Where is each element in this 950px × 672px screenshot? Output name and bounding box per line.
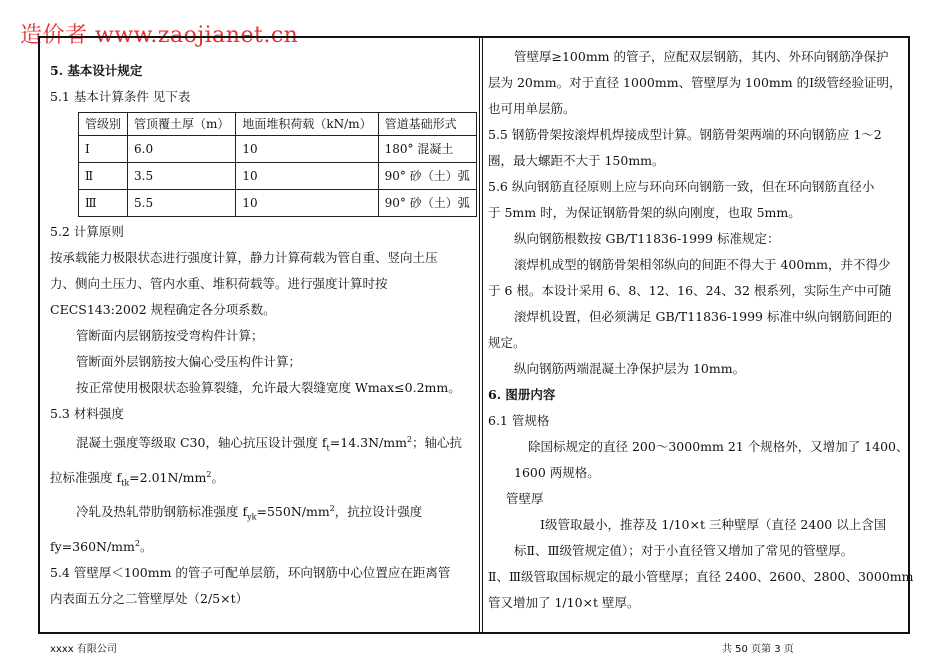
footer-page-number: 共 50 页第 3 页 [722,644,794,655]
paragraph-line: 力、侧向土压力、管内水重、堆积荷载等。进行强度计算时按 [50,276,388,291]
table-header-cell: 管道基础形式 [378,113,476,136]
right-column [488,44,914,616]
paragraph-line: 滚焊机设置，但必须满足 GB/T11836-1999 标准中纵向钢筋间距的 [514,309,892,324]
table-cell: 90° 砂（土）弧 [378,190,476,217]
section-5-heading: 5. 基本设计规定 [50,63,143,78]
paragraph-line: 也可用单层筋。 [488,101,576,116]
paragraph-line: 纵向钢筋两端混凝土净保护层为 10mm。 [514,361,746,376]
paragraph-line: 5.6 纵向钢筋直径原则上应与环向环向钢筋一致，但在环向钢筋直径小 [488,179,875,194]
paragraph-line: 拉标准强度 $f_{tk}=2.01N/mm^2$。 [50,469,224,488]
table-cell: Ⅰ [79,136,128,163]
table-header-cell: 管顶覆土厚（m） [128,113,236,136]
table-header-cell: 管级别 [79,113,128,136]
table-row [79,190,477,217]
table-cell: 90° 砂（土）弧 [378,163,476,190]
paragraph-line: 混凝土强度等级取 C30，轴心抗压设计强度 $f_t=14.3N/mm^2$；轴心抗 [76,435,463,453]
paragraph-line: 于 6 根。本设计采用 6、8、12、16、24、32 根系列，实际生产中可随 [488,283,892,298]
table-cell: Ⅲ [79,190,128,217]
paragraph-line: 纵向钢筋根数按 GB/T11836-1999 标准规定： [514,231,780,246]
table-cell: 6.0 [128,136,236,163]
paragraph-line: 按正常使用极限状态验算裂缝，允许最大裂缝宽度 Wmax≤0.2mm。 [76,380,461,395]
paragraph-line: 管壁厚≥100mm 的管子，应配双层钢筋，其内、外环向钢筋净保护 [514,49,889,64]
table-cell: 3.5 [128,163,236,190]
section-5-1-heading: 5.1 基本计算条件 见下表 [50,89,191,104]
column-divider [479,36,480,634]
table-row [79,163,477,190]
footer-company: xxxx 有限公司 [50,644,117,655]
column-divider [482,36,483,634]
paragraph-line: 标Ⅱ、Ⅲ级管规定值）；对于小直径管又增加了常见的管壁厚。 [514,543,854,558]
left-column [50,58,470,612]
subheading: 管壁厚 [506,491,544,506]
table-cell: 10 [236,163,378,190]
section-5-2-heading: 5.2 计算原则 [50,224,124,239]
paragraph-line: 圈，最大螺距不大于 150mm。 [488,153,665,168]
paragraph-line: 内表面五分之二管壁厚处（2/5×t） [50,591,249,607]
paragraph-line: CECS143:2002 规程确定各分项系数。 [50,302,276,317]
table-cell: 180° 混凝土 [378,136,476,163]
table-cell: 10 [236,136,378,163]
section-6-heading: 6. 图册内容 [488,387,556,402]
table-row [79,136,477,163]
paragraph-line: 冷轧及热轧带肋钢筋标准强度 $f_{yk}=550N/mm^2$，抗拉设计强度 [76,504,423,522]
paragraph-line: Ⅰ级管取最小，推荐及 1/10×t 三种壁厚（直径 2400 以上含国 [540,517,887,532]
section-5-3-heading: 5.3 材料强度 [50,406,124,421]
paragraph-line: 规定。 [488,335,526,350]
paragraph-line: 按承载能力极限状态进行强度计算，静力计算荷载为管自重、竖向土压 [50,250,438,265]
table-cell: Ⅱ [79,163,128,190]
watermark-text: 造价者 www.zaojianet.cn [20,23,299,48]
section-6-1-heading: 6.1 管规格 [488,413,550,428]
paragraph-line: 5.5 钢筋骨架按滚焊机焊接成型计算。钢筋骨架两端的环向钢筋应 1～2 [488,127,882,142]
table-cell: 5.5 [128,190,236,217]
paragraph-line: $fy=360N/mm^2$。 [50,538,153,555]
table-cell: 10 [236,190,378,217]
paragraph-line: 于 5mm 时，为保证钢筋骨架的纵向刚度，也取 5mm。 [488,205,801,220]
paragraph-line: 管又增加了 1/10×t 壁厚。 [488,595,640,610]
paragraph-line: 管断面内层钢筋按受弯构件计算； [76,328,264,343]
paragraph-line: 5.4 管壁厚＜100mm 的管子可配单层筋，环向钢筋中心位置应在距离管 [50,565,451,581]
paragraph-line: Ⅱ、Ⅲ级管取国标规定的最小管壁厚；直径 2400、2600、2800、3000mm [488,569,914,584]
calculation-conditions-table [78,112,477,217]
paragraph-line: 1600 两规格。 [514,465,600,480]
paragraph-line: 管断面外层钢筋按大偏心受压构件计算； [76,354,302,369]
paragraph-line: 层为 20mm。对于直径 1000mm、管壁厚为 100mm 的Ⅰ级管经验证明， [488,75,902,90]
paragraph-line: 滚焊机成型的钢筋骨架相邻纵向的间距不得大于 400mm，并不得少 [514,257,891,272]
table-header-row [79,113,477,136]
paragraph-line: 除国标规定的直径 200～3000mm 21 个规格外，又增加了 1400、 [528,439,909,454]
table-header-cell: 地面堆积荷载（kN/m） [236,113,378,136]
